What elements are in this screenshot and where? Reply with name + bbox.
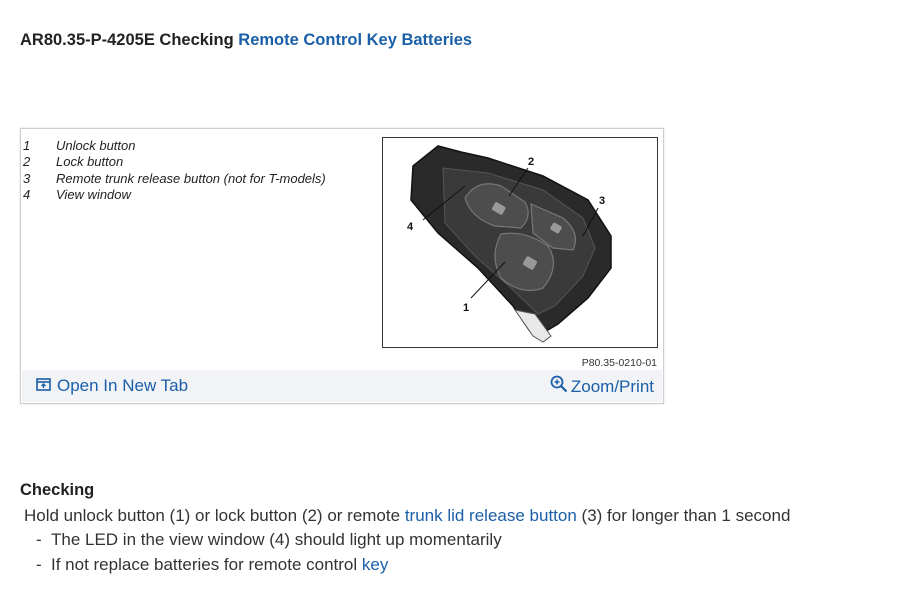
legend-item: 2 Lock button: [23, 154, 124, 170]
figure-code: P80.35-0210-01: [581, 357, 657, 369]
page-title: [20, 31, 472, 50]
zoom-print-label: Zoom/Print: [570, 376, 654, 396]
legend-item: 3 Remote trunk release button (not for T-models): [23, 170, 326, 186]
figure-legend: [23, 138, 326, 204]
legend-item: 1 Unlock button: [23, 138, 136, 153]
title-link[interactable]: Remote Control Key Batteries: [238, 31, 473, 49]
list-item: - The LED in the view window (4) should light up momentarily: [36, 530, 502, 549]
legend-item: 4 View window: [23, 187, 131, 203]
key-link[interactable]: key: [361, 555, 389, 574]
list-item: - If not replace batteries for remote control key: [36, 555, 389, 574]
open-new-tab-icon: [36, 376, 51, 396]
callout-3: 3: [599, 195, 606, 207]
callout-1: 1: [463, 302, 470, 314]
figure-toolbar: [22, 370, 662, 402]
callout-2: 2: [528, 156, 535, 168]
document-code: AR80.35-P-4205E Checking: [20, 31, 234, 49]
zoom-print-button[interactable]: [550, 375, 654, 398]
instruction-paragraph: Hold unlock button (1) or lock button (2) or remote trunk lid release button (3) for longer than 1 second: [24, 506, 791, 525]
remote-key-illustration: [382, 137, 658, 348]
open-in-new-tab-button[interactable]: [36, 376, 188, 396]
callout-4: 4: [407, 221, 414, 233]
remote-key-drawing: [383, 138, 657, 347]
trunk-lid-release-button-link[interactable]: trunk lid release button: [404, 506, 577, 525]
open-in-new-tab-label: Open In New Tab: [57, 376, 189, 395]
figure-panel: [20, 128, 664, 404]
zoom-in-icon: [550, 375, 568, 398]
section-heading: Checking: [20, 481, 95, 499]
